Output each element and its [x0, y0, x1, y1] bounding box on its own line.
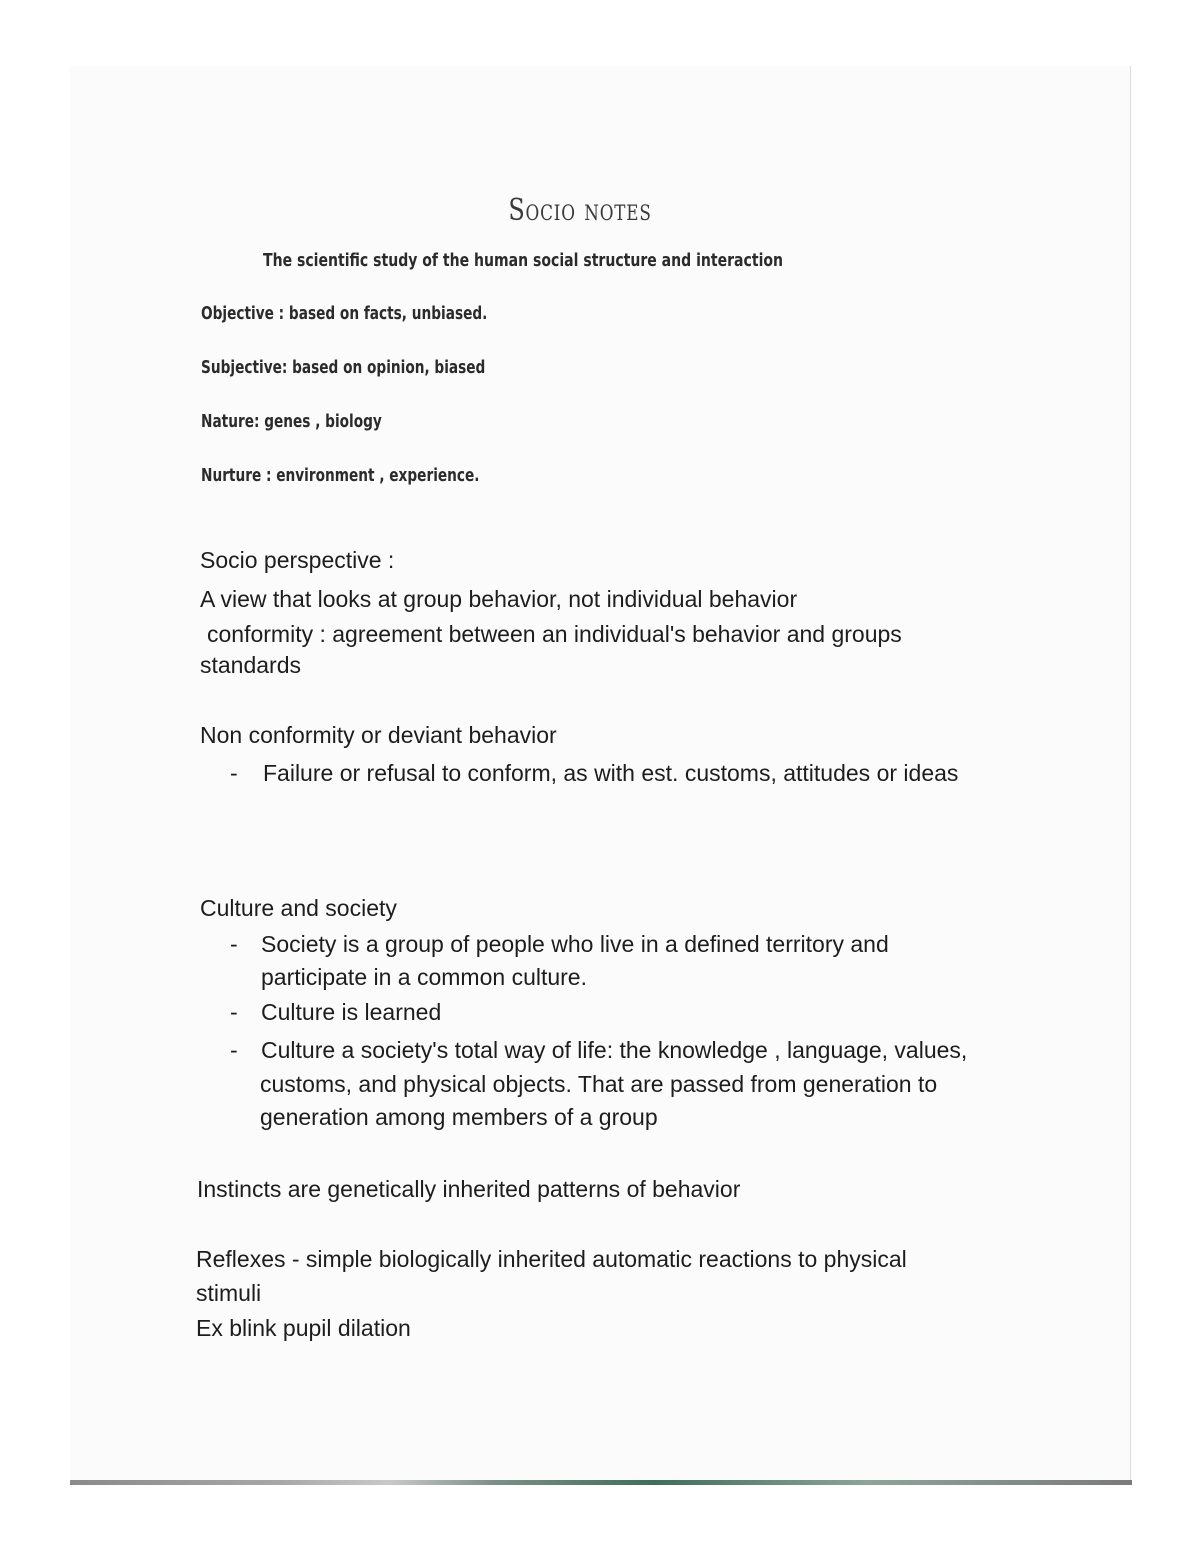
culture-item-3-line-3: generation among members of a group [260, 1104, 658, 1130]
perspective-line-3: standards [200, 652, 302, 678]
culture-item-1-line-2: participate in a common culture. [261, 964, 587, 990]
reflexes-line-2: stimuli [196, 1280, 262, 1306]
bullet-dash: - [230, 931, 238, 957]
paper-bottom-edge [70, 1480, 1132, 1485]
culture-item-3-line-2: customs, and physical objects. That are passed from generation to [260, 1071, 938, 1097]
definition-subjective: Subjective: based on opinion, biased [201, 357, 486, 378]
reflexes-line-1: Reflexes - simple biologically inherited automatic reactions to physical [196, 1246, 907, 1272]
page-subtitle: The scientific study of the human social structure and interaction [263, 250, 784, 271]
nonconformity-heading: Non conformity or deviant behavior [200, 722, 557, 748]
culture-item-3-line-1: Culture a society's total way of life: the knowledge , language, values, [261, 1037, 968, 1063]
reflexes-line-3: Ex blink pupil dilation [196, 1315, 411, 1341]
culture-item-2: Culture is learned [261, 999, 442, 1025]
definition-nurture: Nurture : environment , experience. [201, 465, 480, 486]
perspective-heading: Socio perspective : [200, 547, 395, 573]
definition-objective: Objective : based on facts, unbiased. [201, 303, 488, 324]
instincts-text: Instincts are genetically inherited patterns of behavior [197, 1176, 741, 1202]
perspective-line-2: conformity : agreement between an individual's behavior and groups [207, 621, 902, 647]
page-title: Socio notes [508, 193, 652, 228]
bullet-dash: - [230, 760, 238, 786]
culture-item-1-line-1: Society is a group of people who live in a defined territory and [261, 931, 889, 957]
bullet-dash: - [230, 999, 238, 1025]
bullet-dash: - [230, 1037, 238, 1063]
perspective-line-1: A view that looks at group behavior, not individual behavior [200, 586, 798, 612]
nonconformity-item: Failure or refusal to conform, as with est. customs, attitudes or ideas [263, 760, 959, 786]
definition-nature: Nature: genes , biology [201, 411, 382, 432]
culture-heading: Culture and society [200, 895, 397, 921]
